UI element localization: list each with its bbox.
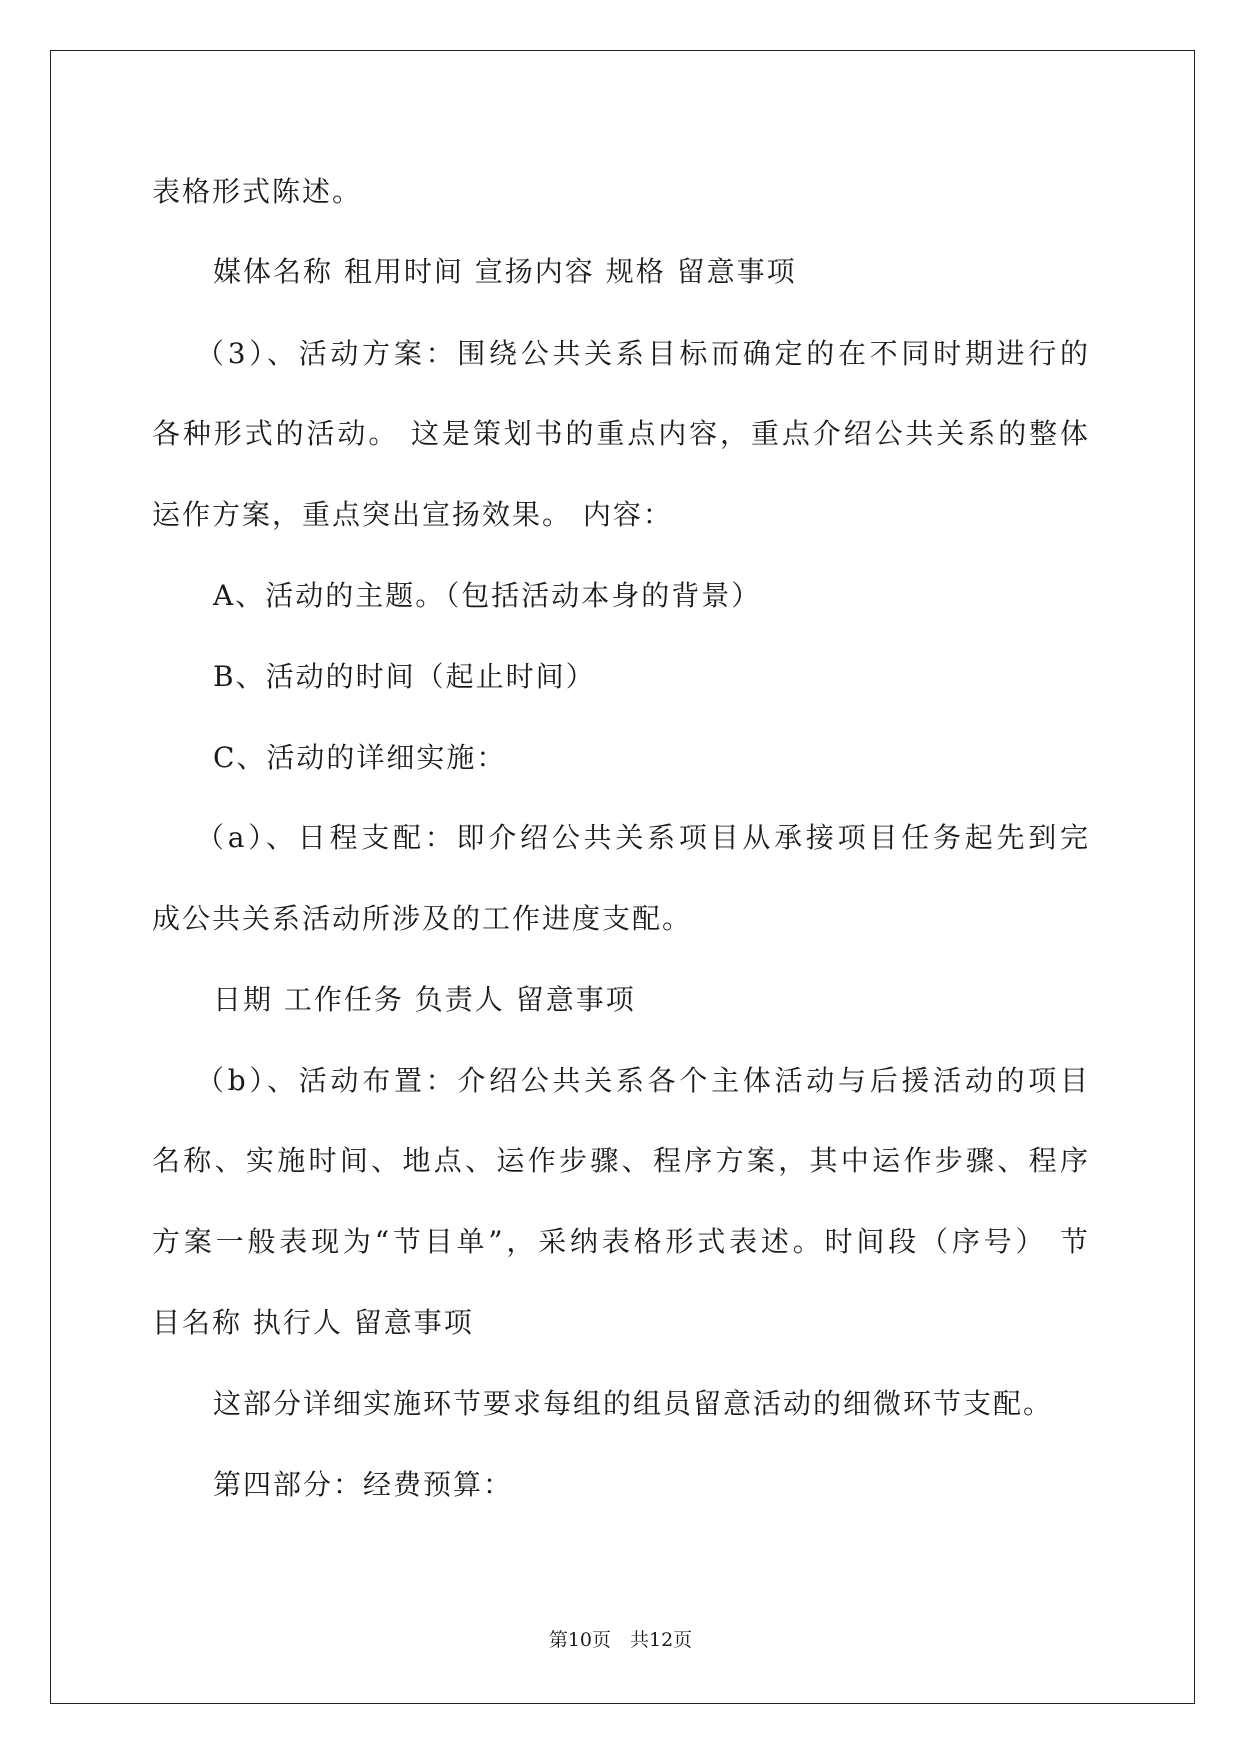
text-line-7: B、活动的时间（起止时间） [213,660,596,693]
text-line-2: 媒体名称 租用时间 宣扬内容 规格 留意事项 [213,255,797,288]
text-line-6: A、活动的主题。（包括活动本身的背景） [213,579,762,612]
text-line-15: 目名称 执行人 留意事项 [152,1306,474,1339]
text-line-14: 方案一般表现为“节目单”，采纳表格形式表述。时间段（序号） 节 [152,1225,1090,1258]
text-line-16: 这部分详细实施环节要求每组的组员留意活动的细微环节支配。 [213,1387,1054,1420]
text-line-10: 成公共关系活动所涉及的工作进度支配。 [152,902,693,935]
text-line-11: 日期 工作任务 负责人 留意事项 [213,983,636,1016]
text-line-4: 各种形式的活动。 这是策划书的重点内容，重点介绍公共关系的整体 [152,417,1090,450]
text-line-5: 运作方案，重点突出宣扬效果。 内容： [152,498,673,531]
text-line-1: 表格形式陈述。 [152,175,363,208]
page-border [50,50,1195,1704]
text-line-8: C、活动的详细实施： [213,741,507,774]
text-line-13: 名称、实施时间、地点、运作步骤、程序方案，其中运作步骤、程序 [152,1144,1090,1177]
page-footer: 第10页 共12页 [548,1629,693,1651]
text-line-12: （b）、活动布置：介绍公共关系各个主体活动与后援活动的项目 [196,1064,1090,1097]
text-line-3: （3）、活动方案：围绕公共关系目标而确定的在不同时期进行的 [196,337,1090,370]
text-line-17: 第四部分：经费预算： [213,1468,514,1501]
text-line-9: （a）、日程支配：即介绍公共关系项目从承接项目任务起先到完 [196,821,1090,854]
